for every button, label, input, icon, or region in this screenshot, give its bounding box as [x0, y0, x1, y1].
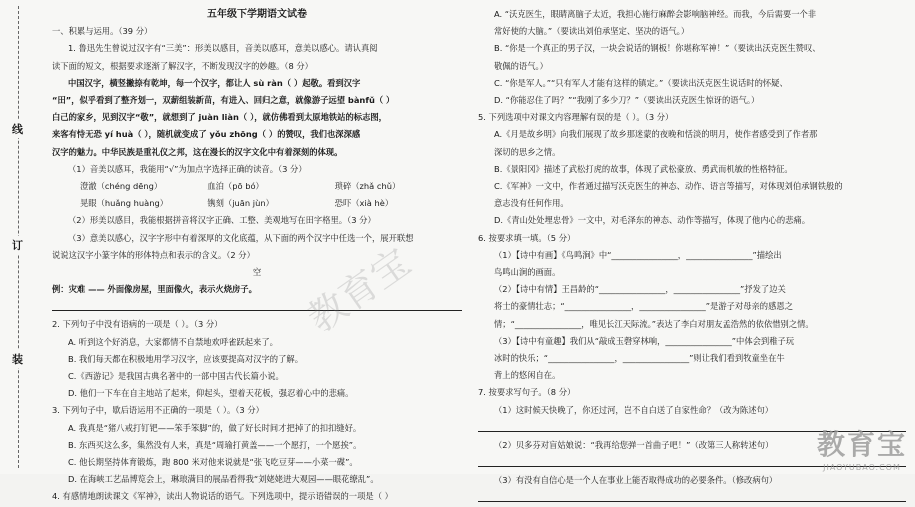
text-line: D.《青山处处埋忠骨》一文中，对毛泽东的神态、动作等描写，体现了他内心的悲痛。 — [494, 215, 811, 226]
site-logo — [817, 423, 907, 472]
pinyin-option[interactable]: 琐碎（zhǎ chǔ） — [334, 181, 401, 192]
answer-line[interactable] — [478, 489, 906, 502]
pinyin-option[interactable]: 晃眼（huǎng huàng） — [80, 198, 169, 209]
text-line: 鸟鸣山涧的画面。 — [494, 267, 561, 278]
text-line: B.《景阳冈》描述了武松打虎的故事，体现了武松豪放、勇武而机敏的性格特征。 — [494, 163, 793, 174]
text-line: D. 他们一下车在自主地站了起来，仰起头，望着天花板，强忍着心中的悲痛。 — [68, 388, 354, 399]
text-line: 1. 鲁迅先生曾说过汉字有“三美”：形美以感目，音美以感耳，意美以感心。请认真阅 — [68, 43, 378, 54]
text-line: 情；“________________，唯见长江天际流。”表达了李白对朋友孟浩然的依依惜别之情。 — [494, 318, 814, 329]
text-line: 冰时的快乐；“________________，________________”则让我们看到牧童坐在牛 — [494, 353, 785, 364]
text-line: （2）【诗中有情】王昌龄的“________________，________________”抒发了边关 — [494, 284, 786, 295]
text-line: C. “你是军人。”“只有军人才能有这样的镇定。”（要读出沃克医生说话时的怀疑、 — [494, 77, 788, 88]
text-line: C. 他长期坚持体育锻炼，跑 800 米对他来说就是“张飞吃豆芽——小菜一碟”。 — [68, 457, 358, 468]
pinyin-option[interactable]: 恐吓（xià hè） — [334, 198, 394, 209]
text-line: 4. 有感情地朗读课文《军神》，读出人物说话的语气。下列选项中，提示语错误的一项是（ ） — [52, 491, 393, 502]
text-line: 来客有恃无恐 yí huà（ ），随机就变成了 yǒu zhōng（ ）的赞叹，我们也深深感 — [52, 129, 361, 140]
text-line: 7. 按要求写句子。（8 分） — [478, 387, 576, 398]
text-line: （2）贝多芬对盲姑娘说：“我再给您弹一首曲子吧！”（改第三人称转述句） — [494, 439, 774, 450]
text-line: 白己的家乡，见到汉字“敬”，就想到了 juàn liàn（ ），就仿佛看到太原地铁站的标志图， — [52, 112, 387, 123]
binding-mark-bottom: 装 — [12, 350, 23, 368]
logo-text: 教育宝 — [816, 428, 907, 461]
pinyin-option[interactable]: 血泊（pō bó） — [207, 181, 264, 192]
text-line: C.《西游记》是我国古典名著中的一部中国古代长篇小说。 — [68, 371, 284, 382]
binding-mark-top: 线 — [12, 120, 23, 138]
pinyin-option[interactable]: 镌刻（juān jùn） — [207, 198, 274, 209]
text-line: （3）【诗中有童趣】我们从“敲成玉磬穿林响，________________”中体会到稚子玩 — [494, 335, 795, 346]
text-line: A. 我真是“猪八戒打钉钯——笨手笨脚”的，做了好长时间才把掉了的扣扣缝好。 — [68, 422, 362, 433]
text-line: B. 东西买这么多，集然没有人来，真是“周瑜打黄盖——一个愿打，一个愿挨”。 — [68, 439, 362, 450]
pinyin-option[interactable]: 澄澈（chéng dēng） — [80, 181, 163, 192]
text-line: A. 听到这个好消息，大家都情不自禁地欢呼雀跃起来了。 — [68, 336, 278, 347]
watermark: 教育宝 — [299, 239, 419, 342]
binding-margin — [0, 0, 38, 474]
text-line: D. “你能忍住了吗？”“我刚了多少刀？”（要读出沃克医生惊讶的语气。） — [494, 95, 760, 106]
text-line: 5. 下列选项中对课文内容理解有误的是（ ）。（3 分） — [478, 112, 674, 123]
text-line: 例：灾难 —— 外面像房屋，里面像火，表示火烧房子。 — [52, 284, 257, 295]
text-line: （3）有没有自信心是一个人在事业上能否取得成功的必要条件。（修改病句） — [494, 475, 778, 486]
logo-url: JIAOYUBAO.COM — [823, 463, 901, 472]
text-line: “田”，似乎看到了整齐划一，双薪组装新苗，有进入、回归之意，就像游子远望 bànfǔ（ ） — [52, 95, 395, 106]
text-line: （2）形美以感目，我能根据拼音将汉字正确、工整、美观地写在田字格里。（3 分） — [68, 215, 376, 226]
text-line: 背上的悠闲自在。 — [494, 370, 561, 381]
text-line: C.《军神》一文中，作者通过描写沃克医生的神态、动作、语言等描写，对体现刘伯承钢铁般的 — [494, 181, 843, 192]
text-line: 空 — [252, 267, 262, 278]
text-line: 敬佩的语气。） — [494, 60, 548, 71]
divider-line — [52, 298, 462, 311]
text-line: 中国汉字，横竖撇捺有乾坤，每一个汉字，都让人 sù ràn（ ）起敬。看到汉字 — [68, 77, 361, 88]
text-line: 说说这汉字小篆字体的形体特点和表示的含义。（2 分） — [52, 249, 255, 260]
text-line: 3. 下列句子中，歇后语运用不正确的一项是（ ）。（3 分） — [52, 405, 264, 416]
text-line: （1）音美以感耳，我能用“√”为加点字选择正确的读音。（3 分） — [68, 163, 307, 174]
text-line: A.《月是故乡明》向我们展现了故乡那迷蒙的夜晚和恬淡的明月，使作者感受到了作者那 — [494, 129, 818, 140]
text-line: D. 在海峡工艺品博览会上，琳琅满目的展品看得我“刘姥姥进大观园——眼花缭乱”。 — [68, 474, 379, 485]
text-line: B. “你是一个真正的男子汉，一块会说话的钢板！你堪称军神！”（要读出沃克医生赞叹、 — [494, 43, 821, 54]
text-line: A. “沃克医生，眼睛离脑子太近，我担心施行麻醉会影响脑神经。而我，今后需要一个非 — [494, 9, 817, 19]
text-line: 深切的思乡之情。 — [494, 146, 561, 157]
binding-mark-middle: 订 — [12, 236, 23, 254]
pinyin-row — [52, 195, 462, 212]
left-column — [52, 6, 462, 506]
exam-title: 五年级下学期语文试卷 — [207, 9, 307, 20]
text-line: （3）意美以感心，汉字字形中有着深厚的文化底蕴，从下面的两个汉字中任选一个，展开联想 — [68, 232, 414, 243]
text-line: 意志没有任何作用。 — [494, 198, 569, 209]
text-line: 6. 按要求填一填。（5 分） — [478, 232, 576, 243]
text-line: （1）【诗中有画】《鸟鸣涧》中“________________，________________”描绘出 — [494, 249, 782, 260]
text-line: 2. 下列句子中没有语病的一项是（ ）。（3 分） — [52, 319, 223, 330]
pinyin-row — [52, 178, 462, 195]
text-line: 一、积累与运用。（39 分） — [52, 26, 153, 37]
text-line: （1）这时候天快晚了，你还过河，岂不自白送了自家性命？（改为陈述句） — [494, 404, 774, 415]
text-line: 读下面的短文，根据要求逐渐了解汉字，不断发现汉字的妙趣。（8 分） — [52, 60, 313, 71]
text-line: 常好使的大脑。”（要读出刘伯承坚定、坚决的语气。） — [494, 26, 690, 37]
text-line: 汉字的魅力。中华民族是重礼仪之邦，这在漫长的汉字文化中有着深刻的体现。 — [52, 146, 343, 157]
text-line: B. 我们每天都在积极地用学习汉字，应该要提高对汉字的了解。 — [68, 353, 303, 364]
text-line: 将士的豪情壮志；“________________，________________”是游子对母亲的感恩之 — [494, 301, 793, 312]
